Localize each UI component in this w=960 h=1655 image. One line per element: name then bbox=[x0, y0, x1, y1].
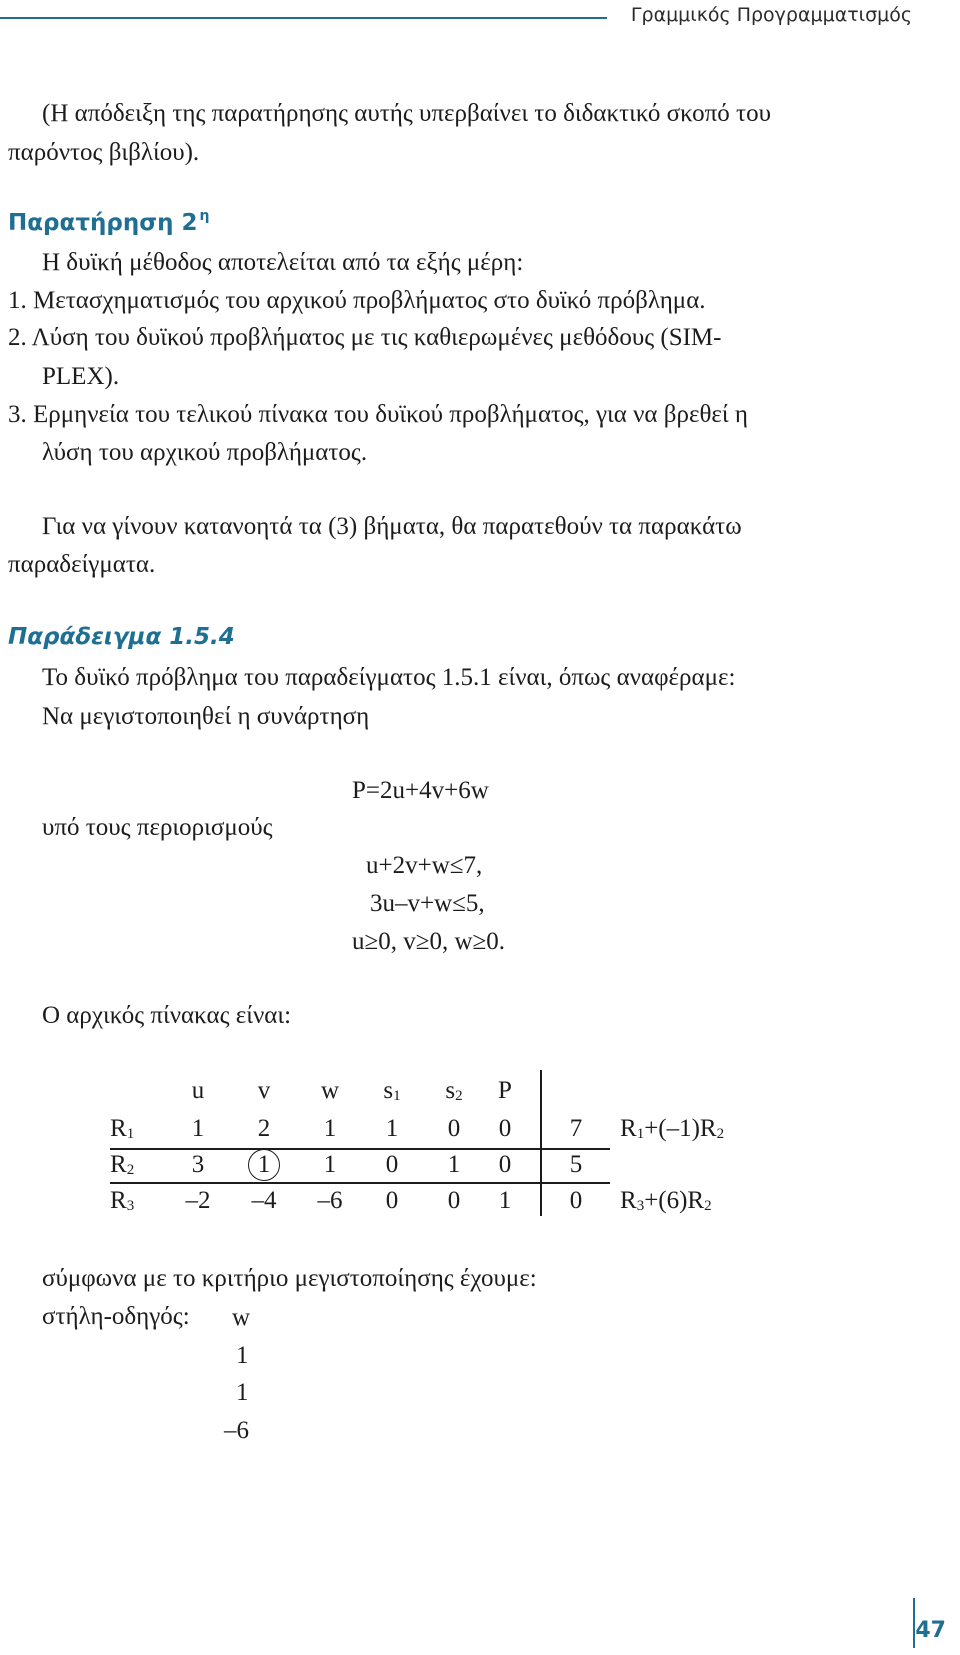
row-2-label bbox=[110, 1152, 134, 1177]
row-2-label-sub: 2 bbox=[126, 1162, 135, 1178]
row-2-cell-v-pivot bbox=[248, 1152, 280, 1181]
row-1-rhs: 7 bbox=[569, 1115, 583, 1142]
col-header-s2-sub: 2 bbox=[455, 1088, 463, 1104]
row-2-cell-s2: 1 bbox=[447, 1151, 461, 1178]
col-header-v bbox=[258, 1078, 271, 1103]
col-header-u bbox=[192, 1078, 205, 1103]
row-3-op-b-sub: 2 bbox=[704, 1198, 712, 1214]
row-3-label-text: R bbox=[110, 1187, 127, 1214]
row-2-cell-P: 0 bbox=[498, 1151, 512, 1178]
row-3-rhs: 0 bbox=[569, 1187, 583, 1214]
pivot-circle: 1 bbox=[248, 1149, 280, 1181]
pivot-column-value-0: w bbox=[232, 1304, 251, 1331]
col-header-u-text: u bbox=[191, 1077, 205, 1104]
table-rule-2 bbox=[110, 1182, 610, 1184]
row-2-label-text: R bbox=[110, 1151, 127, 1178]
col-header-s1-text: s bbox=[383, 1077, 394, 1104]
row-1-op-a-sub: 1 bbox=[636, 1126, 645, 1142]
col-header-s1 bbox=[383, 1078, 400, 1103]
page-number: 47 bbox=[915, 1618, 946, 1643]
col-header-s2 bbox=[445, 1078, 462, 1103]
pivot-column-value-1: 1 bbox=[236, 1342, 249, 1369]
row-1-op-b-sub: 2 bbox=[716, 1126, 725, 1142]
row-1-cell-P: 0 bbox=[498, 1115, 512, 1142]
remark-note-2: παραδείγματα. bbox=[8, 551, 156, 578]
row-3-cell-s1: 0 bbox=[385, 1187, 399, 1214]
col-header-P-text: P bbox=[498, 1077, 512, 1104]
row-3-op-a-sub: 3 bbox=[636, 1198, 645, 1214]
col-header-w bbox=[321, 1078, 339, 1103]
col-header-P bbox=[498, 1078, 512, 1103]
constraint-1: u+2v+w≤7, bbox=[366, 852, 483, 879]
row-1-label-sub: 1 bbox=[126, 1126, 135, 1142]
criterion-line: σύμφωνα με το κριτήριο μεγιστοποίησης έχουμε: bbox=[42, 1265, 537, 1292]
row-3-label bbox=[110, 1188, 134, 1213]
remark-heading-sup: η bbox=[199, 208, 210, 224]
row-1-cell-v: 2 bbox=[257, 1115, 271, 1142]
running-title: Γραμμικός Προγραμματισμός bbox=[630, 4, 912, 26]
col-header-v-text: v bbox=[257, 1077, 271, 1104]
col-header-s1-sub: 1 bbox=[393, 1088, 401, 1104]
remark-heading bbox=[8, 210, 209, 236]
remark-line-6: λύση του αρχικού προβλήματος. bbox=[42, 439, 368, 466]
example-line-1: Το δυϊκό πρόβλημα του παραδείγματος 1.5.1 είναι, όπως αναφέραμε: bbox=[42, 664, 736, 691]
row-3-op-a: R bbox=[620, 1187, 637, 1214]
header-rule bbox=[0, 17, 607, 19]
row-3-cell-u: –2 bbox=[185, 1187, 211, 1214]
row-1-cell-w: 1 bbox=[323, 1115, 337, 1142]
pivot-column-value-2: 1 bbox=[236, 1379, 249, 1406]
pivot-column-value-3: –6 bbox=[224, 1417, 249, 1444]
row-1-cell-s2: 0 bbox=[447, 1115, 461, 1142]
table-rule-1 bbox=[110, 1148, 610, 1150]
row-3-cell-P: 1 bbox=[498, 1187, 512, 1214]
intro-line-1: (Η απόδειξη της παρατήρησης αυτής υπερβαίνει το διδακτικό σκοπό του bbox=[42, 100, 771, 127]
constraint-3: u≥0, v≥0, w≥0. bbox=[352, 928, 505, 955]
row-3-label-sub: 3 bbox=[126, 1198, 135, 1214]
row-1-op-mid: +(–1)R bbox=[644, 1115, 717, 1142]
row-1-label bbox=[110, 1116, 134, 1141]
row-3-operation bbox=[620, 1188, 712, 1213]
example-heading: Παράδειγμα 1.5.4 bbox=[8, 624, 235, 650]
row-1-operation bbox=[620, 1116, 724, 1141]
remark-line-3: 2. Λύση του δυϊκού προβλήματος με τις καθιερωμένες μεθόδους (SIM- bbox=[8, 324, 722, 351]
remark-line-5: 3. Ερμηνεία του τελικού πίνακα του δυϊκού προβλήματος, για να βρεθεί η bbox=[8, 401, 748, 428]
constraints-label: υπό τους περιορισμούς bbox=[42, 814, 273, 841]
example-line-2: Να μεγιστοποιηθεί η συνάρτηση bbox=[42, 703, 370, 730]
row-1-cell-u: 1 bbox=[191, 1115, 205, 1142]
row-1-cell-s1: 1 bbox=[385, 1115, 399, 1142]
table-header bbox=[110, 1078, 810, 1108]
remark-heading-text: Παρατήρηση 2 bbox=[8, 210, 198, 236]
row-2-cell-w: 1 bbox=[323, 1151, 337, 1178]
row-3-cell-v: –4 bbox=[251, 1187, 277, 1214]
col-header-w-text: w bbox=[320, 1077, 340, 1104]
row-3-cell-s2: 0 bbox=[447, 1187, 461, 1214]
row-1-label-text: R bbox=[110, 1115, 127, 1142]
initial-table-label: Ο αρχικός πίνακας είναι: bbox=[42, 1002, 292, 1029]
row-1-op-a: R bbox=[620, 1115, 637, 1142]
row-2-cell-s1: 0 bbox=[385, 1151, 399, 1178]
pivot-column-label: στήλη-οδηγός: bbox=[42, 1303, 190, 1330]
remark-line-4: PLEX). bbox=[42, 363, 120, 390]
row-2-rhs: 5 bbox=[569, 1151, 583, 1178]
constraint-2: 3u–v+w≤5, bbox=[370, 890, 485, 917]
row-2-cell-u: 3 bbox=[191, 1151, 205, 1178]
remark-line-2: 1. Μετασχηματισμός του αρχικού προβλήματος στο δυϊκό πρόβλημα. bbox=[8, 287, 706, 314]
remark-line-1: Η δυϊκή μέθοδος αποτελείται από τα εξής μέρη: bbox=[42, 249, 524, 276]
remark-note-1: Για να γίνουν κατανοητά τα (3) βήματα, θα παρατεθούν τα παρακάτω bbox=[42, 513, 742, 540]
row-3-op-mid: +(6)R bbox=[644, 1187, 705, 1214]
objective-function: P=2u+4v+6w bbox=[352, 777, 489, 804]
col-header-s2-text: s bbox=[445, 1077, 456, 1104]
intro-line-2: παρόντος βιβλίου). bbox=[8, 139, 200, 166]
row-3-cell-w: –6 bbox=[317, 1187, 343, 1214]
table-vertical-rule bbox=[540, 1070, 542, 1216]
